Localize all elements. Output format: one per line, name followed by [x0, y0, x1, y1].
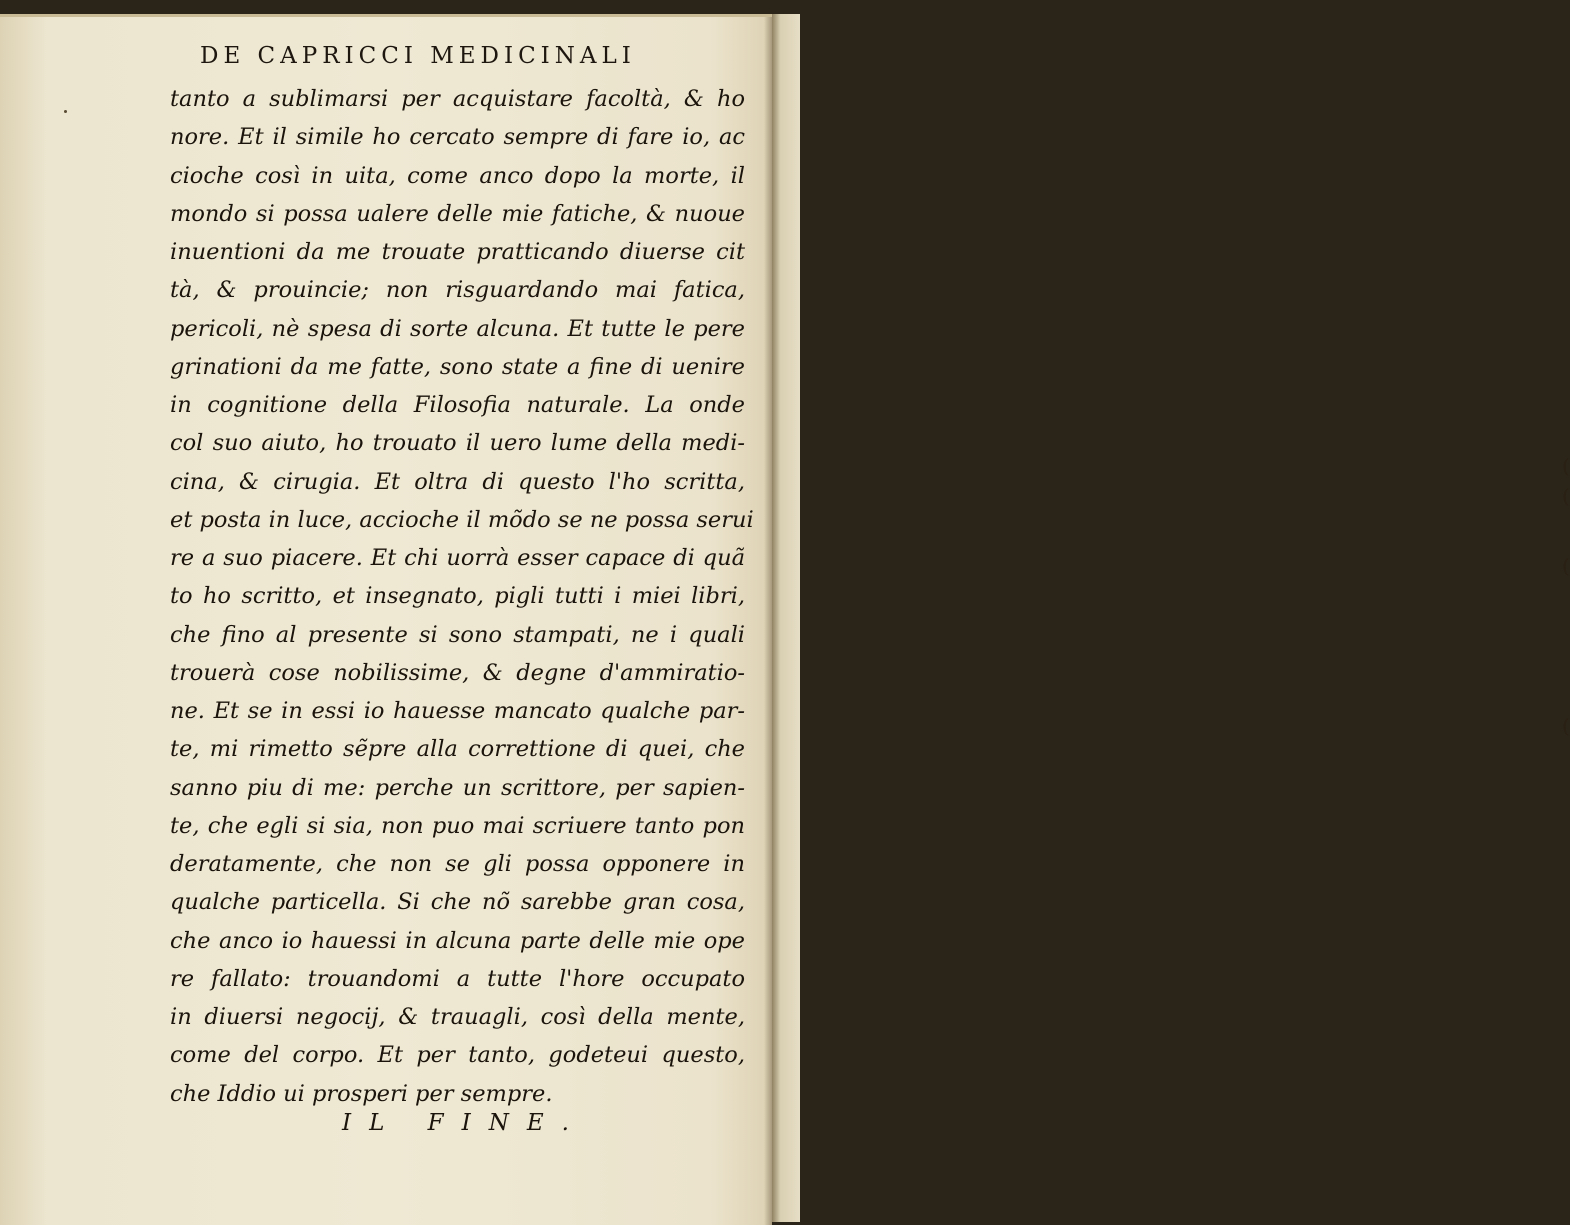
running-head: DE CAPRICCI MEDICINALI	[200, 43, 636, 69]
text-line: in diuersi negocij, & trauagli, così della mente,	[170, 1004, 745, 1030]
text-line: cioche così in uita, come anco dopo la morte, il	[170, 162, 745, 189]
text-line: che fino al presente si sono stampati, ne i quali	[170, 621, 745, 648]
edge-glyph: (	[1562, 554, 1570, 578]
text-line: inuentioni da me trouate pratticando diuerse cit	[170, 239, 745, 265]
finis-colophon: IL FINE.	[342, 1110, 587, 1136]
text-line: mondo si possa ualere delle mie fatiche, & nuoue	[170, 200, 745, 227]
text-line: to ho scritto, et insegnato, pigli tutti i miei libri,	[170, 583, 745, 610]
text-line: te, mi rimetto sẽpre alla correttione di quei, che	[170, 736, 745, 763]
text-line: cina, & cirugia. Et oltra di questo l'ho scritta,	[170, 468, 745, 495]
edge-glyph: (	[1562, 484, 1570, 508]
text-line: te, che egli si sia, non puo mai scriuere tanto pon	[170, 812, 745, 839]
adjacent-page-edge	[772, 14, 1570, 1222]
text-line: et posta in luce, accioche il mõdo se ne possa serui	[170, 506, 754, 533]
text-line: grinationi da me fatte, sono state a fine di uenire	[170, 353, 745, 380]
edge-glyph: (	[1562, 454, 1570, 478]
edge-glyph: (	[1562, 714, 1570, 738]
text-line: nore. Et il simile ho cercato sempre di fare io, ac	[170, 124, 745, 151]
text-line: in cognitione della Filosofia naturale. La onde	[170, 392, 745, 418]
text-line: deratamente, che non se gli possa opponere in	[170, 851, 745, 877]
body-text	[170, 80, 754, 1113]
text-line-last: che Iddio ui prosperi per sempre.	[170, 1080, 553, 1107]
text-line: ne. Et se in essi io hauesse mancato qualche par-	[170, 698, 745, 724]
text-line: re a suo piacere. Et chi uorrà esser capace di quã	[170, 545, 745, 571]
text-line: tanto a sublimarsi per acquistare facoltà, & ho	[170, 86, 745, 112]
text-line: re fallato: trouandomi a tutte l'hore occupato	[170, 965, 745, 992]
text-line: che anco io hauessi in alcuna parte delle mie ope	[170, 927, 745, 954]
text-line: tà, & prouincie; non risguardando mai fatica,	[170, 277, 745, 304]
text-line: sanno piu di me: perche un scrittore, per sapien-	[170, 774, 745, 801]
text-line: pericoli, nè spesa di sorte alcuna. Et tutte le pere	[170, 315, 745, 342]
text-line: come del corpo. Et per tanto, godeteui questo,	[170, 1042, 745, 1069]
text-line: qualche particella. Si che nõ sarebbe gran cosa,	[170, 889, 745, 916]
text-line: col suo aiuto, ho trouato il uero lume della medi-	[170, 430, 745, 457]
text-line: trouerà cose nobilissime, & degne d'ammiratio-	[170, 659, 745, 686]
ink-speck	[64, 110, 67, 113]
